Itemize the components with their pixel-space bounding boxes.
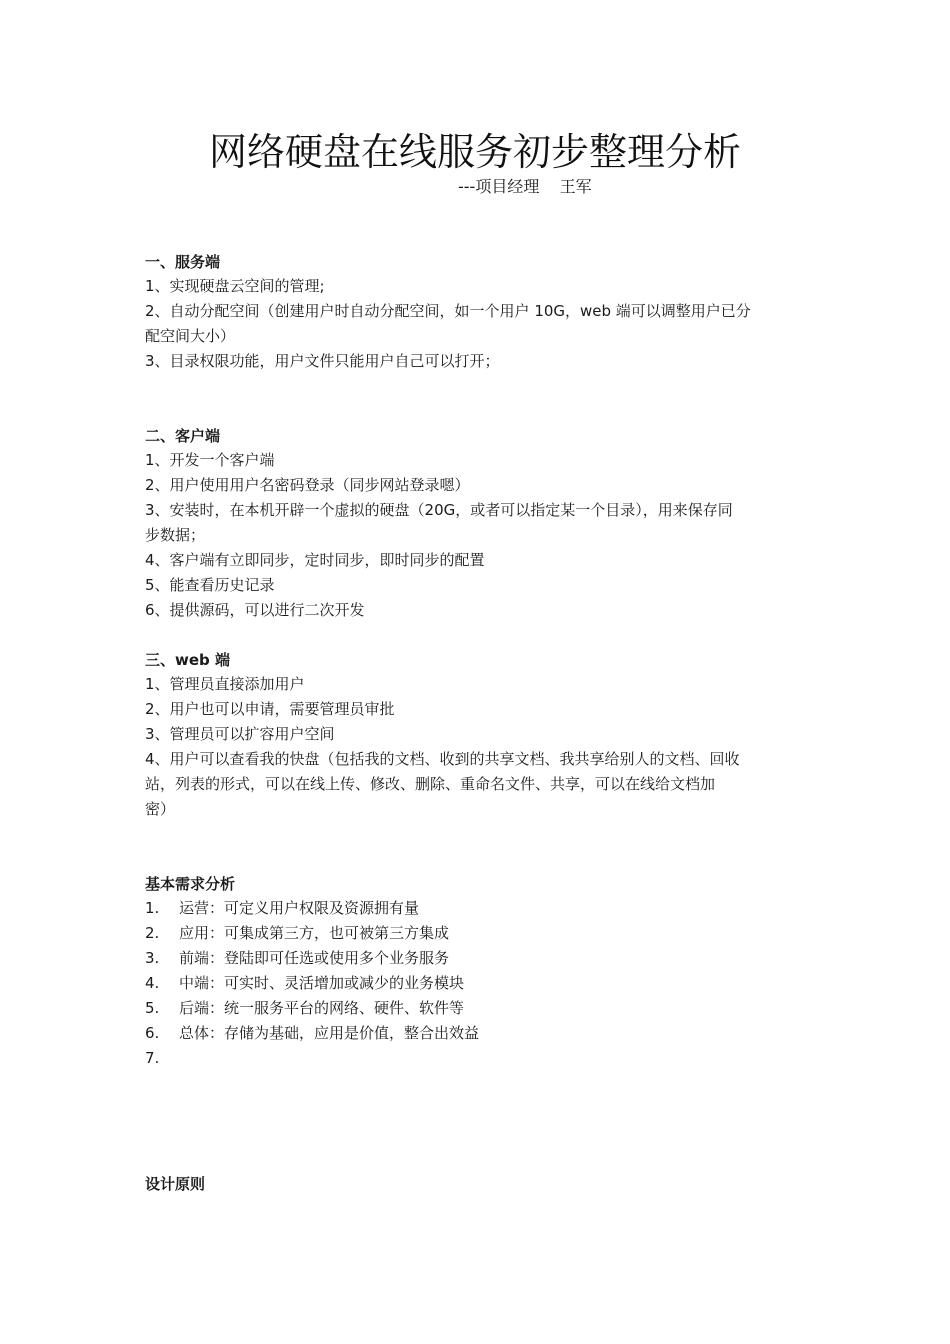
numbered-item (145, 971, 810, 996)
list-item: 步数据； (145, 526, 206, 544)
list-item: 2、自动分配空间（创建用户时自动分配空间，如一个用户 10G，web 端可以调整用户已分 (145, 302, 751, 320)
item-text: 运营：可定义用户权限及资源拥有量 (179, 899, 420, 917)
item-number: 4. (145, 974, 160, 992)
numbered-item (145, 896, 810, 921)
numbered-item (145, 946, 810, 971)
section-heading-design: 设计原则 (145, 1175, 206, 1193)
document-title: 网络硬盘在线服务初步整理分析 (208, 130, 741, 174)
list-item: 密） (145, 800, 176, 818)
numbered-item (145, 1046, 810, 1071)
list-item: 6、提供源码，可以进行二次开发 (145, 601, 365, 619)
list-item: 2、用户使用用户名密码登录（同步网站登录嗯） (145, 476, 470, 494)
list-item: 1、实现硬盘云空间的管理; (145, 277, 325, 295)
item-text: 中端：可实时、灵活增加或减少的业务模块 (179, 974, 465, 992)
item-number: 1. (145, 899, 160, 917)
list-item: 4、客户端有立即同步，定时同步，即时同步的配置 (145, 551, 485, 569)
item-number: 2. (145, 924, 160, 942)
list-item: 1、管理员直接添加用户 (145, 675, 305, 693)
numbered-item (145, 1021, 810, 1046)
item-text: 前端：登陆即可任选或使用多个业务服务 (179, 949, 450, 967)
item-text: 后端：统一服务平台的网络、硬件、软件等 (179, 999, 465, 1017)
list-item: 4、用户可以查看我的快盘（包括我的文档、收到的共享文档、我共享给别人的文档、回收 (145, 750, 740, 768)
list-item: 配空间大小） (145, 327, 236, 345)
list-item: 2、用户也可以申请，需要管理员审批 (145, 700, 395, 718)
section-heading-server: 一、服务端 (145, 253, 221, 271)
item-text: 总体：存储为基础，应用是价值，整合出效益 (179, 1024, 480, 1042)
document-subtitle: ---项目经理 王军 (458, 177, 592, 196)
list-item: 1、开发一个客户端 (145, 451, 275, 469)
item-text: 应用：可集成第三方，也可被第三方集成 (179, 924, 450, 942)
section-heading-client: 二、客户端 (145, 427, 221, 445)
list-item: 3、安装时，在本机开辟一个虚拟的硬盘（20G，或者可以指定某一个目录），用来保存同 (145, 501, 733, 519)
numbered-item (145, 996, 810, 1021)
item-number: 6. (145, 1024, 160, 1042)
section-heading-requirements: 基本需求分析 (145, 875, 236, 893)
item-number: 3. (145, 949, 160, 967)
item-number: 5. (145, 999, 160, 1017)
item-number: 7. (145, 1049, 160, 1067)
list-item: 5、能查看历史记录 (145, 576, 275, 594)
numbered-item (145, 921, 810, 946)
section-heading-web: 三、web 端 (145, 651, 230, 669)
list-item: 3、目录权限功能，用户文件只能用户自己可以打开； (145, 352, 500, 370)
list-item: 站，列表的形式，可以在线上传、修改、删除、重命名文件、共享，可以在线给文档加 (145, 775, 716, 793)
list-item: 3、管理员可以扩容用户空间 (145, 725, 335, 743)
